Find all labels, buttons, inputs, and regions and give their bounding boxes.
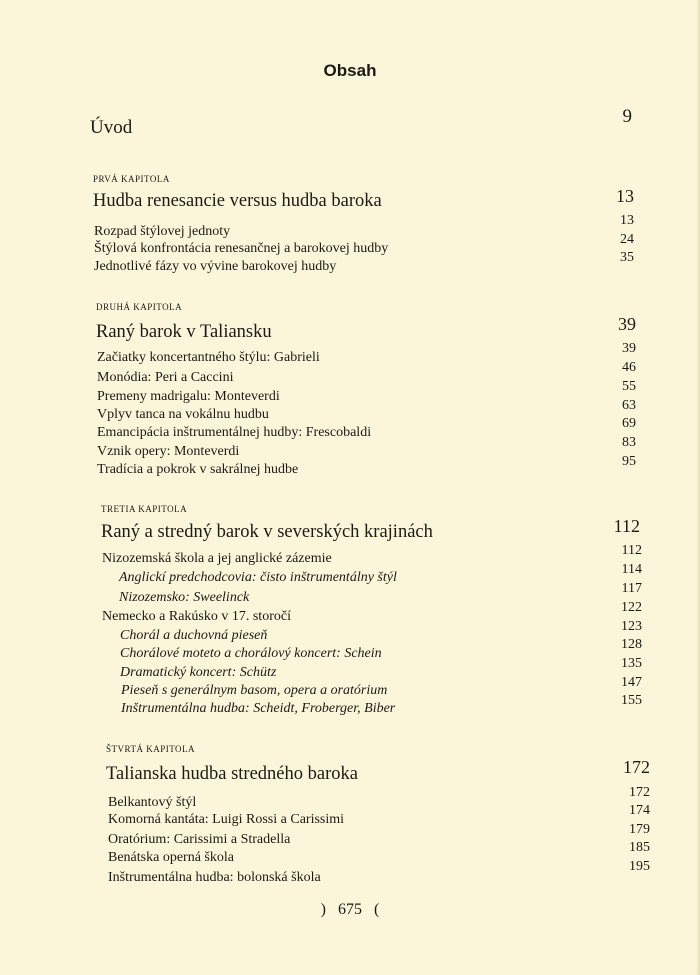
toc-entry-page: 114 — [621, 562, 642, 577]
intro-page: 9 — [622, 106, 632, 127]
toc-entry[interactable]: Oratórium: Carissimi a Stradella — [108, 832, 291, 847]
intro-title[interactable]: Úvod — [90, 117, 133, 138]
chapter-4-page: 172 — [623, 757, 650, 777]
toc-entry[interactable]: Emancipácia inštrumentálnej hudby: Frescobaldi — [97, 425, 372, 440]
toc-entry[interactable]: Premeny madrigalu: Monteverdi — [97, 389, 280, 404]
toc-entry-page: 63 — [622, 398, 636, 413]
toc-entry[interactable]: Štýlová konfrontácia renesančnej a barokovej hudby — [94, 241, 389, 256]
toc-entry-page: 135 — [621, 656, 642, 671]
chapter-4-title[interactable]: Talianska hudba stredného baroka — [106, 764, 358, 784]
toc-entry[interactable]: Vznik opery: Monteverdi — [97, 444, 240, 459]
toc-entry[interactable]: Komorná kantáta: Luigi Rossi a Carissimi — [108, 812, 345, 827]
toc-entry-page: 195 — [629, 859, 650, 874]
toc-entry-page: 35 — [620, 250, 634, 265]
toc-entry-page: 55 — [622, 379, 636, 394]
toc-subentry[interactable]: Pieseň s generálnym basom, opera a oratórium — [121, 683, 388, 698]
toc-entry-page: 117 — [621, 581, 642, 596]
footer-page-number: 675 — [338, 901, 362, 918]
toc-entry[interactable]: Jednotlivé fázy vo vývine barokovej hudby — [94, 259, 337, 274]
chapter-2-label: DRUHÁ KAPITOLA — [96, 302, 183, 312]
footer-right-bracket: ( — [374, 901, 380, 918]
page-title: Obsah — [323, 61, 377, 80]
toc-entry-page: 128 — [621, 637, 642, 652]
chapter-3-label: TRETIA KAPITOLA — [101, 504, 188, 514]
chapter-1-label: PRVÁ KAPITOLA — [93, 174, 170, 184]
toc-entry-page: 174 — [629, 803, 650, 818]
toc-entry[interactable]: Nemecko a Rakúsko v 17. storočí — [102, 609, 291, 624]
toc-entry-page: 13 — [620, 213, 634, 228]
toc-entry-page: 112 — [621, 543, 642, 558]
toc-entry-page: 95 — [622, 454, 636, 469]
chapter-1-page: 13 — [616, 186, 634, 206]
chapter-2-title[interactable]: Raný barok v Taliansku — [96, 322, 272, 342]
chapter-4-label: ŠTVRTÁ KAPITOLA — [106, 744, 196, 754]
toc-entry-page: 179 — [629, 822, 650, 837]
toc-entry-page: 39 — [622, 341, 636, 356]
toc-subentry[interactable]: Anglickí predchodcovia: čisto inštrumentálny štýl — [119, 570, 397, 585]
page-edge-shadow — [696, 0, 700, 975]
toc-entry-page: 46 — [622, 360, 636, 375]
toc-entry-page: 147 — [621, 675, 642, 690]
footer-left-bracket: ) — [320, 901, 326, 918]
toc-entry-page: 123 — [621, 619, 642, 634]
chapter-1-title[interactable]: Hudba renesancie versus hudba baroka — [93, 191, 382, 211]
toc-entry[interactable]: Belkantový štýl — [108, 795, 197, 810]
toc-subentry[interactable]: Inštrumentálna hudba: Scheidt, Froberger, Biber — [121, 701, 396, 716]
toc-entry[interactable]: Tradícia a pokrok v sakrálnej hudbe — [97, 462, 299, 477]
toc-entry-page: 122 — [621, 600, 642, 615]
toc-entry[interactable]: Vplyv tanca na vokálnu hudbu — [97, 407, 269, 422]
toc-entry[interactable]: Monódia: Peri a Caccini — [97, 370, 234, 385]
toc-entry[interactable]: Benátska operná škola — [108, 850, 234, 865]
toc-entry[interactable]: Začiatky koncertantného štýlu: Gabrieli — [97, 350, 320, 365]
toc-entry-page: 172 — [629, 785, 650, 800]
toc-entry-page: 155 — [621, 693, 642, 708]
toc-entry-page: 83 — [622, 435, 636, 450]
toc-subentry[interactable]: Nizozemsko: Sweelinck — [119, 590, 250, 605]
toc-subentry[interactable]: Dramatický koncert: Schütz — [120, 665, 277, 680]
toc-entry-page: 24 — [620, 232, 634, 247]
toc-entry-page: 69 — [622, 416, 636, 431]
toc-subentry[interactable]: Chorálové moteto a chorálový koncert: Schein — [120, 646, 382, 661]
chapter-2-page: 39 — [618, 314, 636, 334]
page-number-footer — [0, 902, 700, 918]
toc-entry[interactable]: Inštrumentálna hudba: bolonská škola — [108, 870, 321, 885]
toc-entry[interactable]: Nizozemská škola a jej anglické zázemie — [102, 551, 332, 566]
chapter-3-title[interactable]: Raný a stredný barok v severských krajinách — [101, 522, 433, 542]
toc-entry-page: 185 — [629, 840, 650, 855]
toc-entry[interactable]: Rozpad štýlovej jednoty — [94, 224, 231, 239]
toc-subentry[interactable]: Chorál a duchovná pieseň — [120, 628, 268, 643]
chapter-3-page: 112 — [613, 516, 640, 536]
